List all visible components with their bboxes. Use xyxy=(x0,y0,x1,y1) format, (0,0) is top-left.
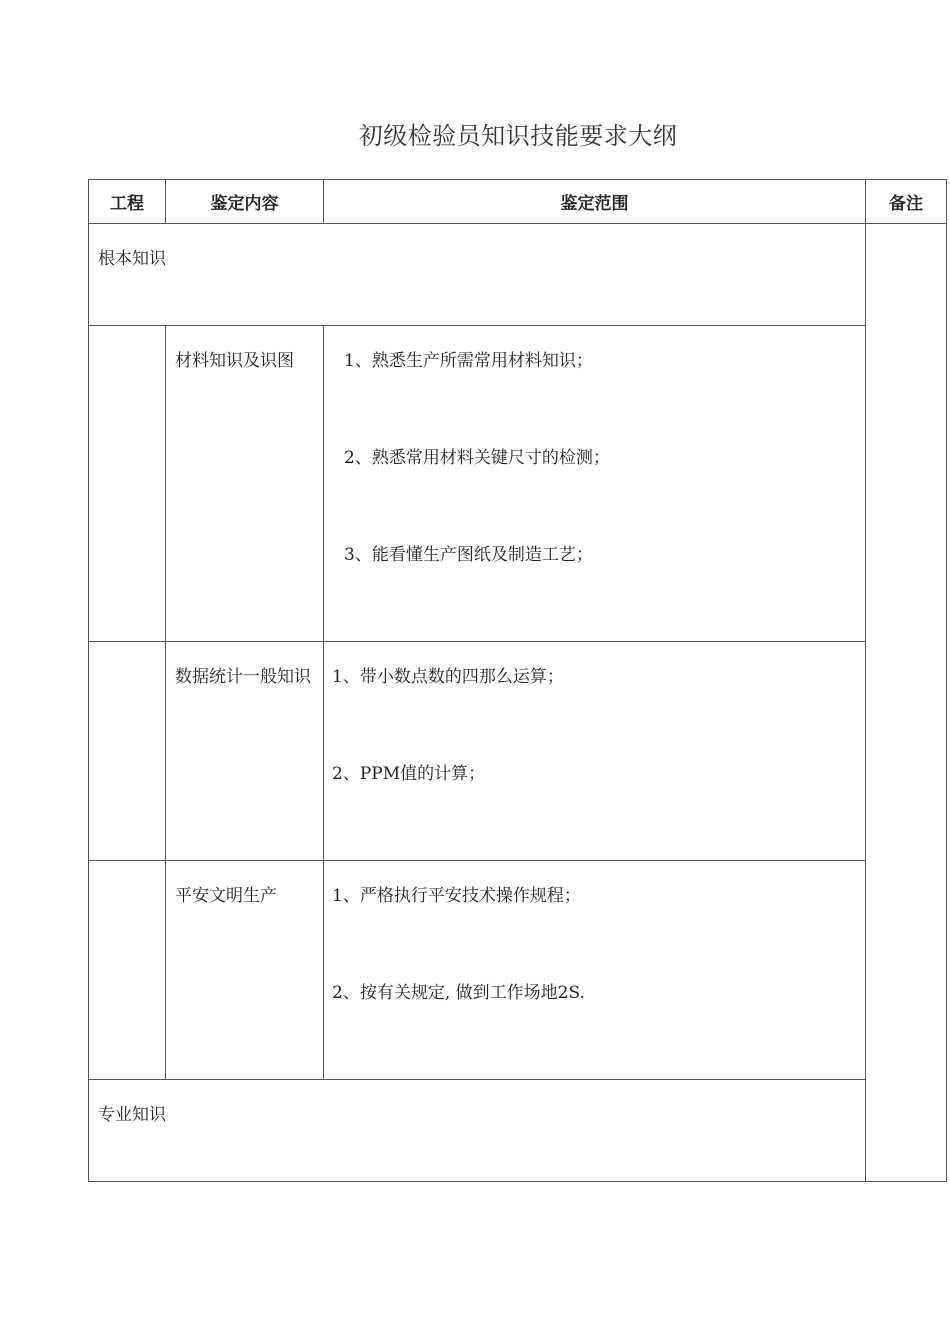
header-remarks: 备注 xyxy=(866,180,947,224)
section-label-professional: 专业知识 xyxy=(98,1105,166,1125)
content-materials: 材料知识及识图 xyxy=(175,351,294,371)
section-label-cell xyxy=(89,1080,866,1182)
content-safety: 平安文明生产 xyxy=(175,886,277,906)
header-content: 鉴定内容 xyxy=(166,180,324,224)
range-cell xyxy=(324,861,866,1080)
list-item: 1、熟悉生产所需常用材料知识； xyxy=(344,351,593,371)
section-row-professional xyxy=(89,1080,947,1182)
table-row xyxy=(89,326,947,642)
list-item: 1、严格执行平安技术操作规程； xyxy=(332,886,581,906)
range-list xyxy=(324,326,865,641)
list-item: 3、能看懂生产图纸及制造工艺； xyxy=(344,545,593,565)
range-cell xyxy=(324,642,866,861)
remarks-cell xyxy=(866,224,947,1182)
list-item: 2、PPM值的计算； xyxy=(332,764,486,784)
project-cell xyxy=(89,642,166,861)
content-cell xyxy=(166,642,324,861)
section-label-basic: 根本知识 xyxy=(98,249,166,269)
header-row xyxy=(89,180,947,224)
header-project: 工程 xyxy=(89,180,166,224)
content-cell xyxy=(166,326,324,642)
range-cell xyxy=(324,326,866,642)
range-list xyxy=(324,642,865,860)
list-item: 1、带小数点数的四那么运算； xyxy=(332,667,564,687)
outline-table xyxy=(88,179,947,1182)
list-item: 2、按有关规定, 做到工作场地2S. xyxy=(332,983,585,1003)
content-statistics: 数据统计一般知识 xyxy=(175,667,311,687)
document-title: 初级检验员知识技能要求大纲 xyxy=(358,122,678,150)
project-cell xyxy=(89,861,166,1080)
table-row xyxy=(89,861,947,1080)
header-range: 鉴定范围 xyxy=(324,180,866,224)
list-item: 2、熟悉常用材料关键尺寸的检测； xyxy=(344,448,610,468)
content-cell xyxy=(166,861,324,1080)
range-list xyxy=(324,861,865,1079)
table-row xyxy=(89,642,947,861)
project-cell xyxy=(89,326,166,642)
